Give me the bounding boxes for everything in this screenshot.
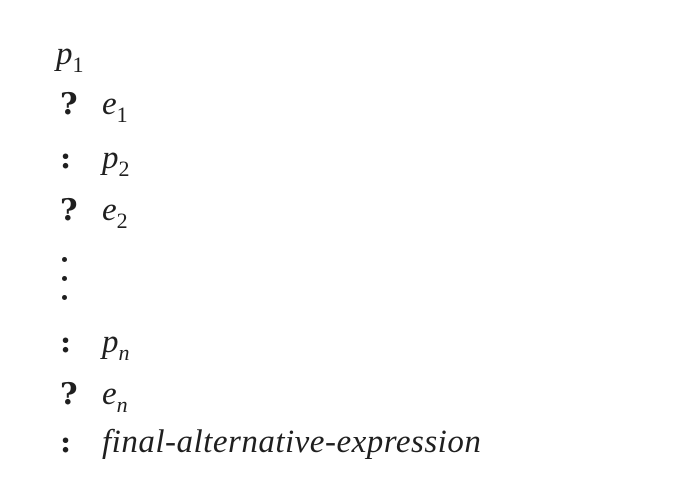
- formula-line-p2: [56, 140, 130, 184]
- question-operator: ?: [60, 87, 78, 122]
- colon-operator: :: [60, 425, 72, 460]
- predicate-subscript: 1: [72, 52, 84, 77]
- formula-line-final: [56, 424, 481, 468]
- expression-var: e: [102, 86, 117, 122]
- expression-subscript: 1: [116, 102, 128, 127]
- formula-line-en: [56, 376, 128, 420]
- question-operator: ?: [60, 377, 78, 412]
- predicate-subscript: 2: [118, 156, 130, 181]
- predicate-var: p: [102, 324, 119, 360]
- formula-line-pn: [56, 324, 130, 368]
- colon-operator: :: [60, 325, 72, 360]
- expression-var: e: [102, 376, 117, 412]
- expression-subscript: n: [116, 392, 128, 417]
- expression-subscript: 2: [116, 208, 128, 233]
- formula-line-e1: [56, 86, 128, 130]
- predicate-var: p: [56, 36, 73, 72]
- predicate-subscript: n: [118, 340, 130, 365]
- vertical-ellipsis-icon: [60, 257, 70, 307]
- formula-line-e2: [56, 192, 128, 236]
- question-operator: ?: [60, 193, 78, 228]
- expression-var: e: [102, 192, 117, 228]
- colon-operator: :: [60, 141, 72, 176]
- predicate-var: p: [102, 140, 119, 176]
- formula-line-p1: [56, 36, 84, 80]
- final-alternative-text: final-alternative-expression: [102, 424, 482, 460]
